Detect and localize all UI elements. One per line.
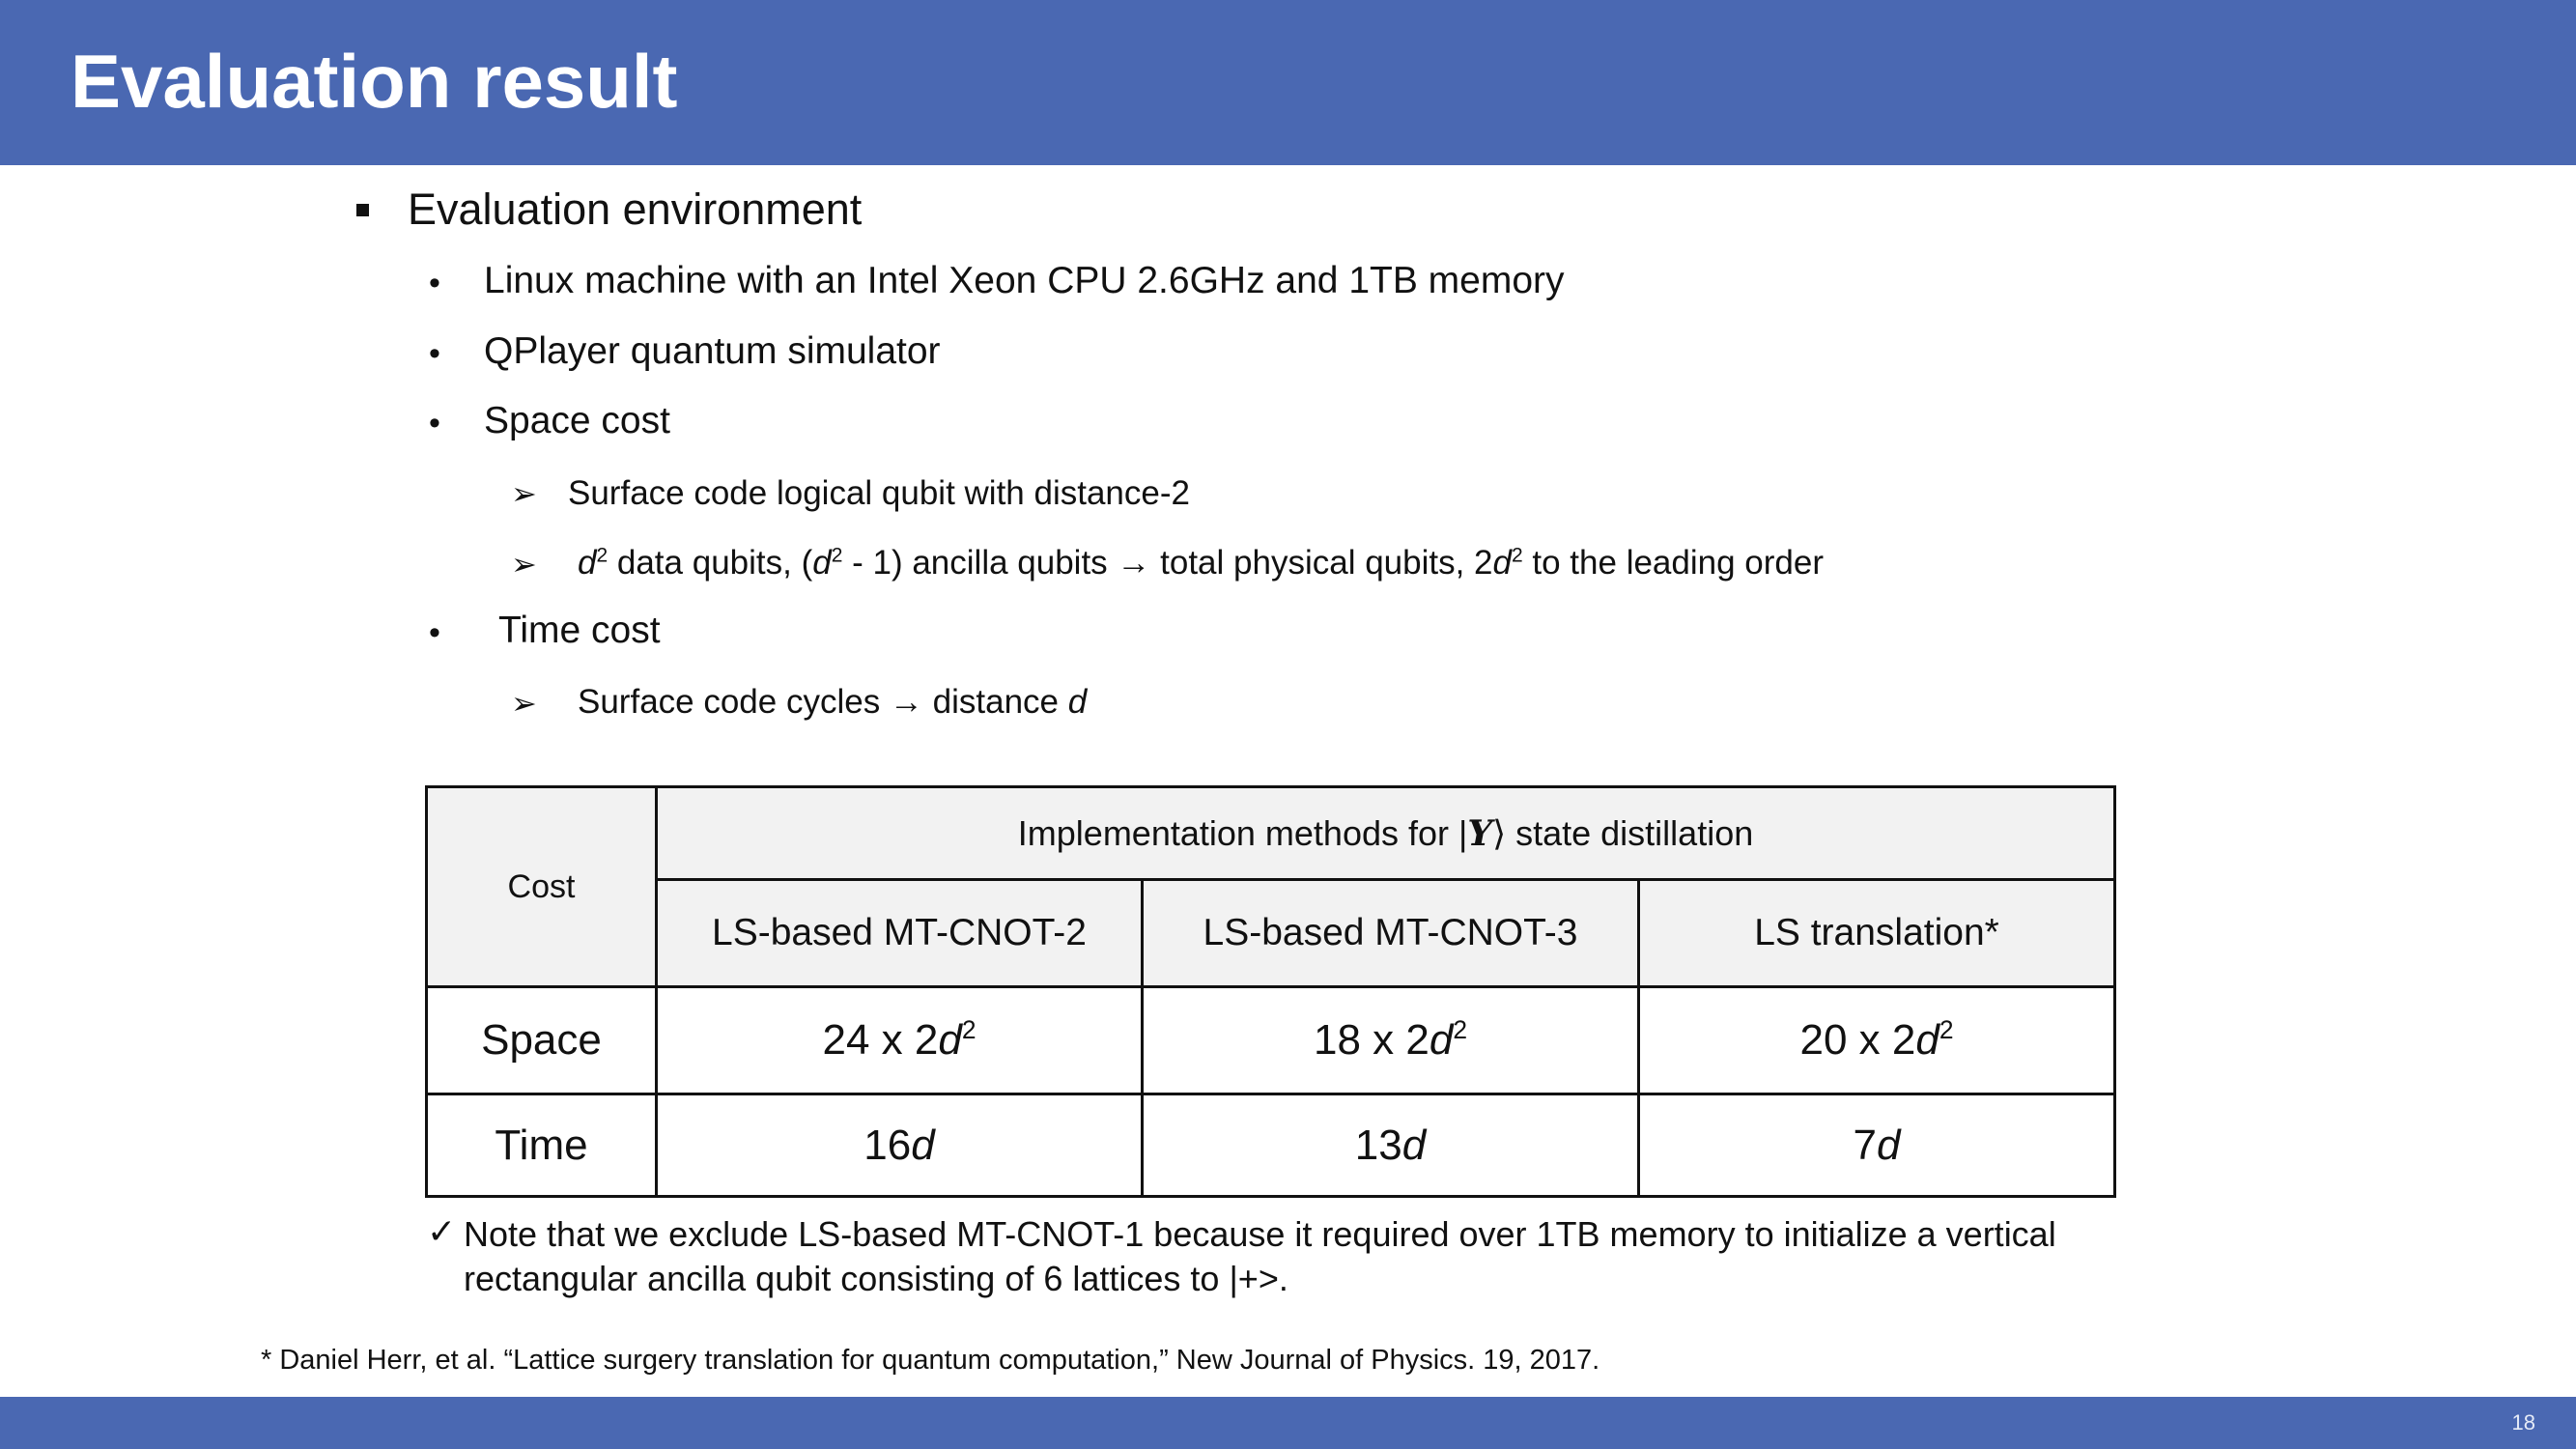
- bullet-qplayer: QPlayer quantum simulator: [484, 330, 941, 372]
- space-sub-surface-code: Surface code logical qubit with distance-2: [568, 474, 1190, 512]
- dot-bullet-icon: •: [429, 265, 440, 301]
- arrowhead-bullet-icon: ➢: [511, 547, 537, 582]
- bullet-linux: Linux machine with an Intel Xeon CPU 2.6GHz and 1TB memory: [484, 260, 1565, 301]
- arrowhead-bullet-icon: ➢: [511, 476, 537, 511]
- title-bar: [0, 0, 2576, 165]
- row-label-time: Time: [427, 1094, 657, 1197]
- footer-bar: [0, 1397, 2576, 1449]
- square-bullet-icon: [356, 204, 369, 216]
- checkmark-icon: ✓: [427, 1211, 457, 1251]
- dot-bullet-icon: •: [429, 614, 440, 651]
- table-row: [427, 1094, 2115, 1197]
- bullet-space-cost: Space cost: [484, 400, 670, 441]
- column-header: LS translation*: [1639, 880, 2115, 987]
- table-cell: 13d: [1143, 1094, 1639, 1197]
- right-arrow-icon: →: [889, 683, 923, 721]
- table-cell: 18 x $2d^2$: [1143, 987, 1639, 1094]
- column-header: LS-based MT-CNOT-2: [657, 880, 1143, 987]
- right-arrow-icon: →: [1117, 544, 1151, 582]
- cost-table: [425, 785, 2116, 1198]
- impl-methods-header: Implementation methods for |Y⟩ state distillation: [657, 787, 2115, 880]
- dot-bullet-icon: •: [429, 405, 440, 441]
- table-cell: 20 x $2d^2$: [1639, 987, 2115, 1094]
- time-sub-cycles: Surface code cycles → distance d: [578, 683, 1088, 721]
- bullet-time-cost: Time cost: [498, 610, 661, 651]
- column-header: LS-based MT-CNOT-3: [1143, 880, 1639, 987]
- page-number: 18: [2511, 1410, 2535, 1435]
- arrowhead-bullet-icon: ➢: [511, 686, 537, 721]
- cost-header: Cost: [427, 787, 657, 987]
- table-cell: 24 x $2d^2$: [657, 987, 1143, 1094]
- slide-title: Evaluation result: [71, 39, 678, 124]
- table-cell: 7d: [1639, 1094, 2115, 1197]
- reference-footnote: * Daniel Herr, et al. “Lattice surgery translation for quantum computation,” New Journal of Physics. 19, 2017.: [261, 1345, 1600, 1376]
- row-label-space: Space: [427, 987, 657, 1094]
- space-sub-qubit-count: $d^2$ data qubits, $(d^2 - 1)$ ancilla qubits → total physical qubits, $2d^2$ to the leading order: [578, 544, 1824, 582]
- table-cell: 16d: [657, 1094, 1143, 1197]
- env-heading: Evaluation environment: [408, 185, 863, 234]
- table-row: [427, 987, 2115, 1094]
- note-text: Note that we exclude LS-based MT-CNOT-1 because it required over 1TB memory to initialize a vertical rectangular ancilla qubit consisting of 6 lattices to |+>.: [464, 1214, 2056, 1298]
- dot-bullet-icon: •: [429, 335, 440, 372]
